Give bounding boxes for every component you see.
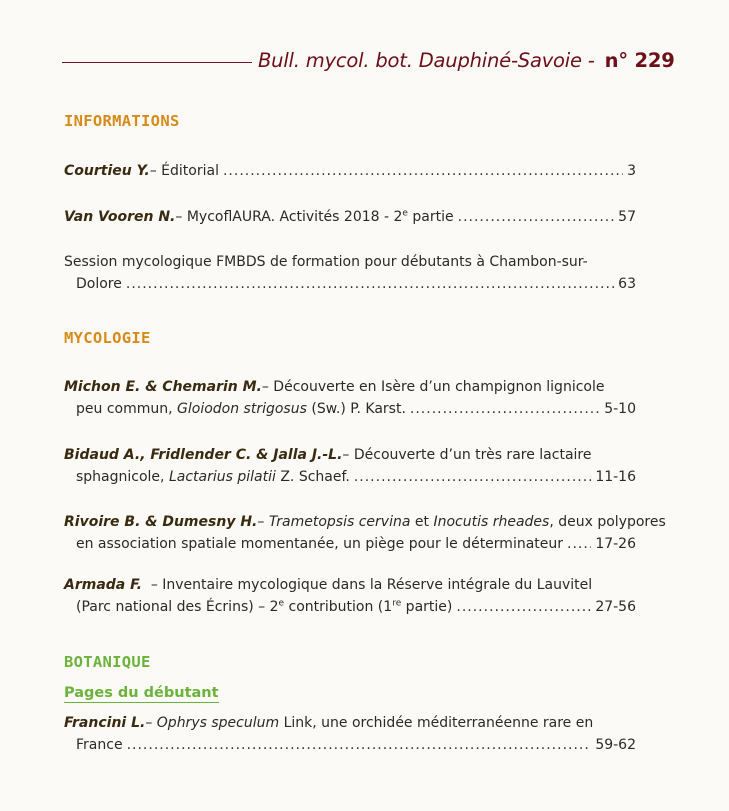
leader-dots: [410, 398, 600, 420]
entry-author: Francini L.: [64, 715, 146, 731]
entry-title: – Découverte en Isère d’un champignon lignicole: [261, 379, 605, 395]
leader-dots: [458, 206, 615, 228]
entry-author: Armada F.: [64, 577, 142, 593]
entry-page: 11-16: [595, 469, 636, 485]
entry-title: – Inventaire mycologique dans la Réserve intégrale du Lauvitel: [141, 577, 593, 593]
entry-author: Courtieu Y.: [64, 163, 150, 179]
entry-title-continued: (Parc national des Écrins) – 2e contribution (1re partie): [76, 598, 453, 615]
toc-entry[interactable]: [64, 444, 636, 488]
entry-page: 63: [618, 276, 636, 292]
entry-title: – Ophrys speculum Link, une orchidée méditerranéenne rare en: [145, 715, 594, 731]
leader-dots: [567, 533, 591, 555]
subsection-title[interactable]: Pages du débutant: [64, 685, 219, 701]
toc-entry[interactable]: [64, 511, 666, 555]
entry-author: Bidaud A., Fridlender C. & Jalla J.-L.: [64, 447, 343, 463]
leader-dots: [127, 734, 592, 756]
entry-author: Rivoire B. & Dumesny H.: [64, 514, 258, 530]
entry-page: 59-62: [595, 737, 636, 753]
journal-name: Bull. mycol. bot. Dauphiné-Savoie -: [258, 49, 595, 72]
entry-title-continued: en association spatiale momentanée, un piège pour le déterminateur: [76, 536, 564, 552]
entry-page: 3: [627, 163, 636, 179]
entry-title: – Éditorial: [149, 163, 219, 179]
entry-author: Michon E. & Chemarin M.: [64, 379, 262, 395]
toc-entry[interactable]: [64, 251, 636, 295]
toc-entry[interactable]: [64, 574, 636, 618]
entry-title-continued: Dolore: [76, 276, 122, 292]
entry-page: 5-10: [604, 401, 636, 417]
section-title-informations: INFORMATIONS: [64, 112, 180, 130]
toc-entry[interactable]: [64, 206, 636, 228]
leader-dots: [456, 596, 591, 618]
issue-number: n° 229: [604, 49, 675, 72]
journal-header: [62, 38, 692, 72]
entry-page: 27-56: [595, 599, 636, 615]
entry-title-continued: France: [76, 737, 123, 753]
section-title-mycologie: MYCOLOGIE: [64, 329, 151, 347]
entry-title: – Découverte d’un très rare lactaire: [342, 447, 592, 463]
journal-title: [258, 49, 675, 72]
entry-title-continued: sphagnicole, Lactarius pilatii Z. Schaef.: [76, 469, 350, 485]
leader-dots: [223, 160, 623, 182]
leader-dots: [354, 466, 591, 488]
entry-title: – MycoflAURA. Activités 2018 - 2e partie: [175, 208, 454, 225]
entry-title: – Trametopsis cervina et Inocutis rheades, deux polypores: [257, 514, 666, 530]
toc-entry[interactable]: [64, 712, 636, 756]
header-rule: [62, 62, 252, 63]
entry-author: Van Vooren N.: [64, 209, 176, 225]
entry-title-continued: peu commun, Gloiodon strigosus (Sw.) P. Karst.: [76, 401, 406, 417]
toc-entry[interactable]: [64, 376, 636, 420]
entry-page: 17-26: [595, 536, 636, 552]
toc-entry[interactable]: [64, 160, 636, 182]
leader-dots: [126, 273, 614, 295]
entry-page: 57: [618, 209, 636, 225]
entry-title: Session mycologique FMBDS de formation pour débutants à Chambon-sur-: [64, 254, 588, 270]
section-title-botanique: BOTANIQUE: [64, 653, 151, 671]
